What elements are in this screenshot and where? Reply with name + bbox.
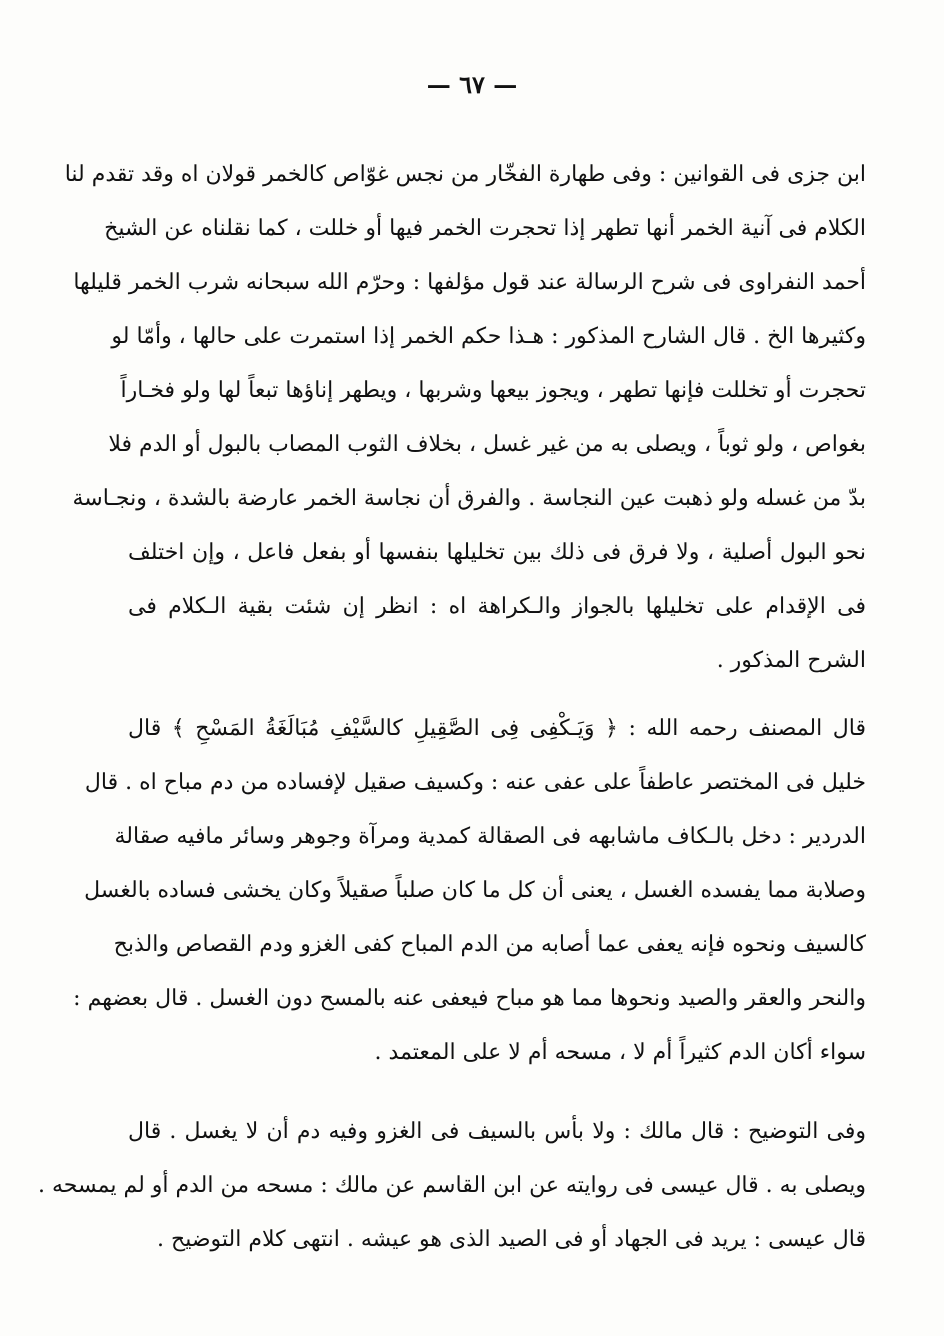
text-line: سواء أكان الدم كثيراً أم لا ، مسحه أم لا على المعتمد .	[374, 1040, 866, 1065]
text-line: كالسيف ونحوه فإنه يعفى عما أصابه من الدم المباح كفى الغزو ودم القصاص والذبح	[113, 932, 866, 957]
text-line: الشرح المذكور .	[716, 648, 866, 673]
text-line: ابن جزى فى القوانين : وفى طهارة الفخّار من نجس غوّاص كالخمر قولان اه وقد تقدم لنا	[64, 162, 866, 187]
text-line: وفى التوضيح : قال مالك : ولا بأس بالسيف فى الغزو وفيه دم أن لا يغسل . قال	[128, 1119, 866, 1144]
text-line: قال عيسى : يريد فى الجهاد أو فى الصيد الذى هو عيشه . انتهى كلام التوضيح .	[157, 1227, 866, 1252]
text-line: خليل فى المختصر عاطفاً على عفى عنه : وكسيف صقيل لإفساده من دم مباح اه . قال	[84, 770, 866, 795]
text-line: بغواص ، ولو ثوباً ، ويصلى به من غير غسل ، بخلاف الثوب المصاب بالبول أو الدم فلا	[108, 432, 866, 457]
text-line: فى الإقدام على تخليلها بالجواز والـكراهة اه : انظر إن شئت بقية الـكلام فى	[128, 594, 866, 619]
paragraph-ibn-juzay	[64, 148, 866, 688]
paragraph-musannif	[73, 702, 866, 1080]
text-line: تحجرت أو تخللت فإنها تطهر ، ويجوز بيعها وشربها ، ويطهر إناؤها تبعاً لها ولو فخـاراً	[120, 378, 866, 403]
text-line: والنحر والعقر والصيد ونحوها مما هو مباح فيعفى عنه بالمسح دون الغسل . قال بعضهم :	[73, 986, 866, 1011]
text-line: الدردير : دخل بالـكاف ماشابهه فى الصقالة كمدية ومرآة وجوهر وسائر مافيه صقالة	[114, 824, 866, 849]
text-line: ويصلى به . قال عيسى فى روايته عن ابن القاسم عن مالك : مسحه من الدم أو لم يمسحه .	[38, 1173, 866, 1198]
text-line: نحو البول أصلية ، ولا فرق فى ذلك بين تخليلها بنفسها أو بفعل فاعل ، وإن اختلف	[128, 540, 866, 565]
text-line: بدّ من غسله ولو ذهبت عين النجاسة . والفرق أن نجاسة الخمر عارضة بالشدة ، ونجـاسة	[72, 486, 866, 511]
text-line: وكثيرها الخ . قال الشارح المذكور : هـذا حكم الخمر إذا استمرت على حالها ، وأمّا لو	[111, 324, 866, 349]
text-line: قال المصنف رحمه الله : ﴿ وَيَـكْفِى فِى الصَّقِيلِ كالسَّيْفِ مُبَالَغَةُ المَسْحِ ﴾ قال	[128, 716, 866, 741]
text-line: الكلام فى آنية الخمر أنها تطهر إذا تحجرت الخمر فيها أو خللت ، كما نقلناه عن الشيخ	[104, 216, 866, 241]
text-line: وصلابة مما يفسده الغسل ، يعنى أن كل ما كان صلباً صقيلاً وكان يخشى فساده بالغسل	[84, 878, 866, 903]
page-number: — ٦٧ —	[426, 70, 518, 99]
paragraph-tawdih	[38, 1105, 866, 1267]
text-line: أحمد النفراوى فى شرح الرسالة عند قول مؤلفها : وحرّم الله سبحانه شرب الخمر قليلها	[73, 270, 866, 295]
